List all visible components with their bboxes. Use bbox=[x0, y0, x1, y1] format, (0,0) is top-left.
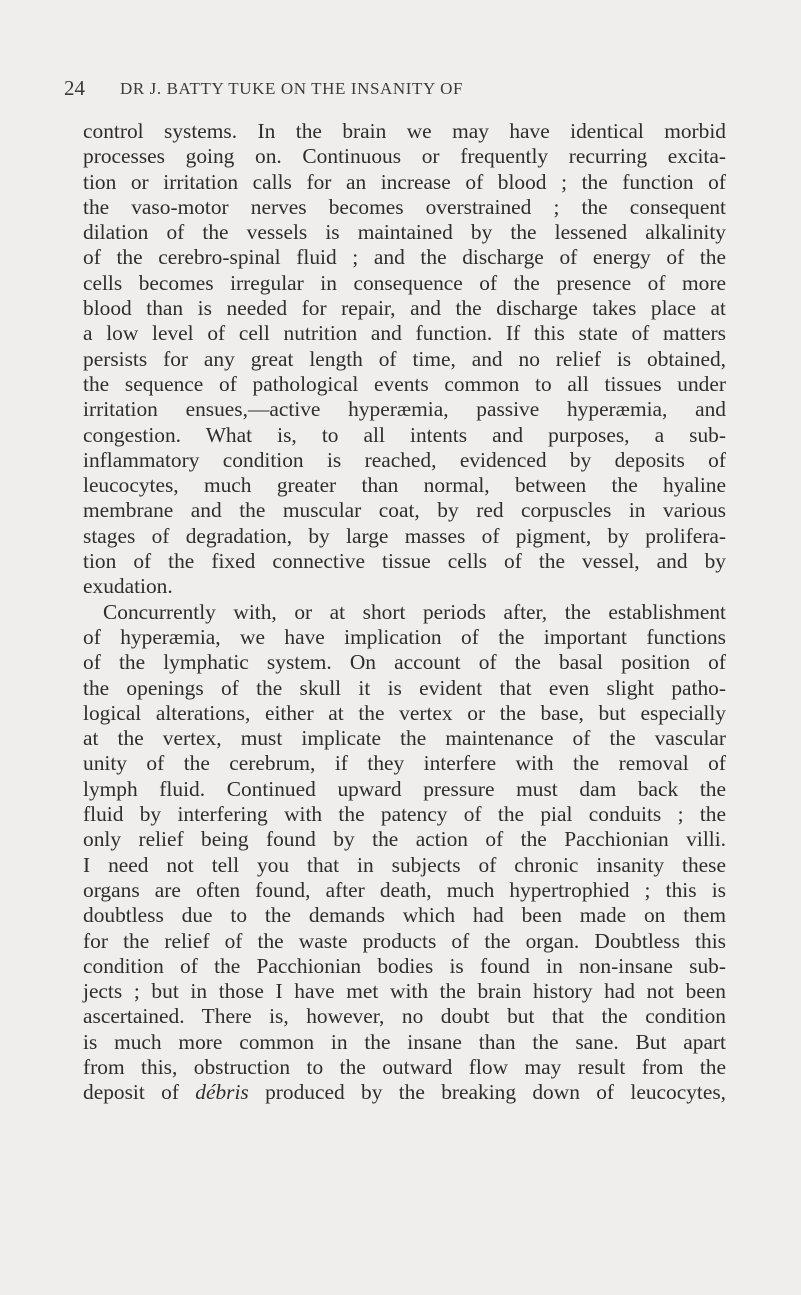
text-line: exudation. bbox=[83, 574, 173, 599]
running-title: DR J. BATTY TUKE ON THE INSANITY OF bbox=[120, 79, 464, 98]
running-head bbox=[64, 76, 714, 102]
text-line: ascertained. There is, however, no doubt but that the condition bbox=[83, 1004, 726, 1029]
text-line: fluid by interfering with the patency of the pial conduits ; the bbox=[83, 802, 726, 827]
text-line: logical alterations, either at the vertex or the base, but especially bbox=[83, 700, 726, 725]
text-line: stages of degradation, by large masses of pigment, by prolifera- bbox=[83, 523, 726, 548]
final-line-after: produced by the breaking down of leucocytes, bbox=[248, 1080, 726, 1105]
text-line: organs are often found, after death, much hypertrophied ; this is bbox=[83, 877, 726, 902]
text-line: I need not tell you that in subjects of chronic insanity these bbox=[83, 852, 726, 877]
text-line: from this, obstruction to the outward flow may result from the bbox=[83, 1054, 726, 1079]
text-line: irritation ensues,—active hyperæmia, passive hyperæmia, and bbox=[83, 397, 726, 422]
text-line: of the cerebro-spinal fluid ; and the discharge of energy of the bbox=[83, 245, 726, 270]
text-line: cells becomes irregular in consequence of the presence of more bbox=[83, 270, 726, 295]
body-text bbox=[83, 119, 726, 1106]
text-line: membrane and the muscular coat, by red corpuscles in various bbox=[83, 498, 726, 523]
text-line: Concurrently with, or at short periods after, the establishment bbox=[103, 599, 726, 624]
text-line: only relief being found by the action of the Pacchionian villi. bbox=[83, 827, 726, 852]
italic-debris: débris bbox=[195, 1080, 249, 1105]
text-line: inflammatory condition is reached, evidenced by deposits of bbox=[83, 447, 726, 472]
text-line: blood than is needed for repair, and the discharge takes place at bbox=[83, 296, 726, 321]
text-line: the sequence of pathological events common to all tissues under bbox=[83, 371, 726, 396]
text-line: a low level of cell nutrition and function. If this state of matters bbox=[83, 321, 726, 346]
text-line: dilation of the vessels is maintained by the lessened alkalinity bbox=[83, 220, 726, 245]
text-line: for the relief of the waste products of the organ. Doubtless this bbox=[83, 928, 726, 953]
text-line: is much more common in the insane than the sane. But apart bbox=[83, 1029, 726, 1054]
text-line: congestion. What is, to all intents and purposes, a sub- bbox=[83, 422, 726, 447]
page-number: 24 bbox=[64, 76, 85, 100]
paragraph-1 bbox=[83, 119, 726, 600]
text-line: doubtless due to the demands which had been made on them bbox=[83, 903, 726, 928]
text-line: tion of the fixed connective tissue cells of the vessel, and by bbox=[83, 549, 726, 574]
text-line: lymph fluid. Continued upward pressure must dam back the bbox=[83, 776, 726, 801]
text-line: of hyperæmia, we have implication of the important functions bbox=[83, 624, 726, 649]
text-line: tion or irritation calls for an increase of blood ; the function of bbox=[83, 169, 726, 194]
text-line: the openings of the skull it is evident that even slight patho- bbox=[83, 675, 726, 700]
text-line: the vaso-motor nerves becomes overstrained ; the consequent bbox=[83, 194, 726, 219]
text-line: of the lymphatic system. On account of the basal position of bbox=[83, 650, 726, 675]
text-line: processes going on. Continuous or frequently recurring excita- bbox=[83, 144, 726, 169]
final-line-before: deposit of bbox=[83, 1080, 196, 1105]
text-line: jects ; but in those I have met with the brain history had not been bbox=[83, 979, 726, 1004]
text-line: control systems. In the brain we may have identical morbid bbox=[83, 119, 726, 143]
text-line-final bbox=[83, 1080, 726, 1105]
text-line: leucocytes, much greater than normal, between the hyaline bbox=[83, 473, 726, 498]
text-line: at the vertex, must implicate the maintenance of the vascular bbox=[83, 726, 726, 751]
text-line: condition of the Pacchionian bodies is found in non-insane sub- bbox=[83, 953, 726, 978]
text-line: persists for any great length of time, and no relief is obtained, bbox=[83, 346, 726, 371]
paragraph-2 bbox=[83, 600, 726, 1106]
text-line: unity of the cerebrum, if they interfere with the removal of bbox=[83, 751, 726, 776]
